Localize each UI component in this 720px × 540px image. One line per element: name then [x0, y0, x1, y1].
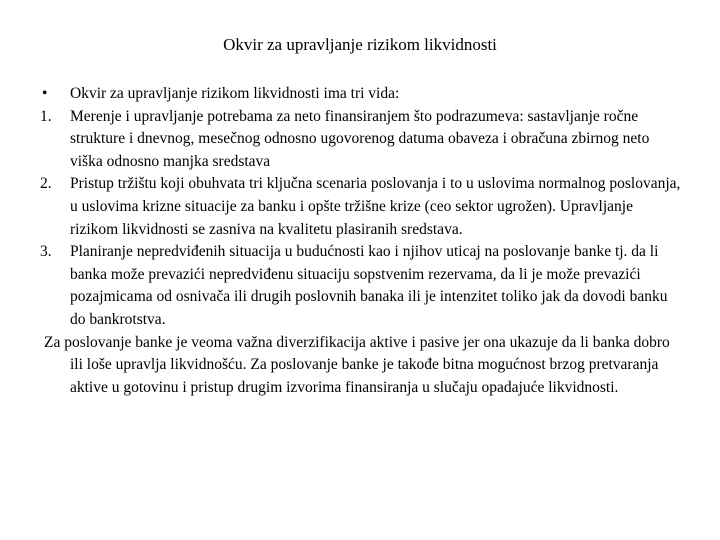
list-text-3: Planiranje nepredviđenih situacija u budućnosti kao i njihov uticaj na poslovanje banke tj. da li banka može prevazići nepredviđenu situaciju sopstvenim rezervama, da li je može prevazići pozajmicama od osnivača ili drugih poslovnih banaka ili je intenzitet toliko jak da dovodi banku do bankrotstva. — [70, 243, 668, 328]
bullet-marker: • — [42, 85, 48, 102]
list-item-3 — [40, 241, 684, 331]
slide-body — [40, 83, 684, 399]
list-number-1: 1. — [40, 107, 52, 125]
list-number-3: 3. — [40, 243, 52, 261]
intro-bullet — [44, 83, 684, 106]
intro-text: Okvir za upravljanje rizikom likvidnosti ima tri vida: — [70, 85, 400, 102]
list-item-1 — [40, 106, 684, 174]
slide-title: Okvir za upravljanje rizikom likvidnosti — [223, 35, 497, 54]
list-text-1: Merenje i upravljanje potrebama za neto finansiranjem što podrazumeva: sastavljanje ročne strukture i dnevnog, mesečnog odnosno ugovorenog datuma obaveza i obračuna zbirnog neto viška odnosno manjka sredstava — [70, 107, 650, 170]
list-text-2: Pristup tržištu koji obuhvata tri ključna scenaria poslovanja i to u uslovima normalnog poslovanja, u uslovima krizne situacije za banku i opšte tržišne krize (ceo sektor ugrožen). Upravljanje rizikom likvidnosti se zasniva na kvalitetu plasiranih sredstava. — [70, 175, 681, 238]
list-item-2 — [40, 173, 684, 241]
list-number-2: 2. — [40, 175, 52, 193]
closing-paragraph: Za poslovanje banke je veoma važna diverzifikacija aktive i pasive jer ona ukazuje da li banka dobro ili loše upravlja likvidnošću. Za poslovanje banke je takođe bitna mogućnost brzog pretvaranja aktive u gotovinu i pristup drugim izvorima finansiranja u slučaju opadajuće likvidnosti. — [44, 333, 670, 396]
